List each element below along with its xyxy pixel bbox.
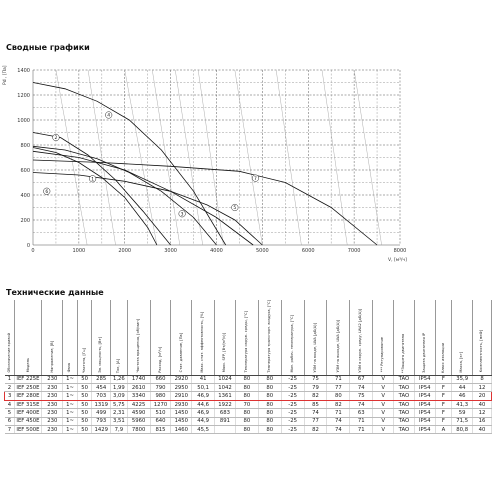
table-cell: 4225 [127, 400, 150, 408]
column-header: Фаза [63, 300, 78, 375]
table-header-row [5, 300, 492, 375]
table-cell: 3,51 [111, 417, 128, 425]
table-cell: 71,5 [452, 417, 473, 425]
table-cell: IEF 225E [15, 375, 42, 383]
table-cell: -25 [281, 426, 304, 434]
table-row [5, 384, 492, 392]
table-cell [215, 426, 236, 434]
table-row [5, 392, 492, 400]
table-cell: 1~ [63, 426, 78, 434]
table-cell: 7,9 [111, 426, 128, 434]
table-cell: 80 [258, 400, 281, 408]
table-cell: 7 [5, 426, 15, 434]
table-cell: 2920 [171, 375, 192, 383]
table-cell: IEF 280E [15, 392, 42, 400]
y-axis-label: Pd , [Па] [3, 65, 8, 85]
table-cell: 16 [473, 417, 492, 425]
column-header: Эл. мощность, [Вт] [92, 300, 111, 375]
x-tick-label: 3000 [164, 248, 177, 254]
table-cell: 80 [258, 426, 281, 434]
curve-marker-label: 1 [91, 177, 95, 183]
table-cell: IP54 [414, 392, 435, 400]
table-cell: 1~ [63, 384, 78, 392]
table-row [5, 409, 492, 417]
table-cell: F [435, 392, 452, 400]
table-cell: 510 [150, 409, 171, 417]
table-cell: 46 [452, 392, 473, 400]
table-cell: 63 [350, 409, 373, 417]
table-cell: A [435, 426, 452, 434]
x-tick-label: 7000 [347, 248, 361, 254]
column-header: Напряжение, [В] [42, 300, 63, 375]
table-cell: 45,5 [192, 426, 215, 434]
table-cell: 4590 [127, 409, 150, 417]
column-header: Комплектность, [мкФ] [473, 300, 492, 375]
technical-data-table [4, 300, 492, 434]
table-cell: 1 [5, 375, 15, 383]
table-cell: 50 [77, 375, 92, 383]
y-tick-label: 800 [20, 142, 30, 149]
table-cell: 2950 [171, 384, 192, 392]
column-header: Обозначение кривой [5, 300, 15, 375]
x-tick-label: 1000 [72, 248, 86, 254]
table-cell: 8 [473, 375, 492, 383]
table-cell: 75 [304, 375, 327, 383]
table-cell: 82 [304, 392, 327, 400]
table-cell: 71 [350, 426, 373, 434]
curve-marker-label: 4 [107, 113, 111, 119]
table-cell: 1361 [215, 392, 236, 400]
x-tick-label: 4000 [210, 248, 223, 254]
table-cell: TAO [394, 392, 415, 400]
table-cell: 74 [350, 400, 373, 408]
table-cell: IP54 [414, 409, 435, 417]
table-row [5, 417, 492, 425]
table-cell: 1~ [63, 417, 78, 425]
table-cell: F [435, 409, 452, 417]
table-cell: 50 [77, 417, 92, 425]
table-cell: 3 [5, 392, 15, 400]
column-header: Расход, [м³/ч] [150, 300, 171, 375]
table-cell: 80 [235, 392, 258, 400]
table-cell: 80 [258, 375, 281, 383]
table-cell: 1,99 [111, 384, 128, 392]
table-cell: 5,75 [111, 400, 128, 408]
x-tick-label: 8000 [393, 248, 407, 254]
table-cell: 50 [77, 426, 92, 434]
table-cell: TAO [394, 375, 415, 383]
table-cell: V [373, 417, 394, 425]
table-cell: 683 [215, 409, 236, 417]
table-cell: TAO [394, 426, 415, 434]
table-cell: 80 [235, 375, 258, 383]
x-tick-label: 5000 [256, 248, 269, 254]
table-cell: 230 [42, 392, 63, 400]
table-cell: 46,9 [192, 392, 215, 400]
column-header: УЗМ на входе, LWA [дБ(А)] [304, 300, 327, 375]
x-tick-label: 0 [31, 248, 35, 254]
table-cell: 230 [42, 375, 63, 383]
resistance-line [322, 70, 347, 245]
column-header: Класс изоляции [435, 300, 452, 375]
table-cell: 80 [258, 409, 281, 417]
table-cell: 1,26 [111, 375, 128, 383]
table-row [5, 375, 492, 383]
table-cell: 230 [42, 400, 63, 408]
table-cell: 1~ [63, 409, 78, 417]
table-cell: IP54 [414, 384, 435, 392]
table-cell: TAO [394, 400, 415, 408]
table-cell: 71 [327, 375, 350, 383]
table-cell: TAO [394, 384, 415, 392]
table-cell: 499 [92, 409, 111, 417]
table-row [5, 400, 492, 408]
column-header: Температура транспорт. воздуха, [°C] [258, 300, 281, 375]
table-cell: 80 [258, 392, 281, 400]
table-cell: TAO [394, 409, 415, 417]
table-cell: 82 [304, 426, 327, 434]
table-cell: 5960 [127, 417, 150, 425]
table-row [5, 426, 492, 434]
table-cell: IP54 [414, 375, 435, 383]
table-cell: 67 [350, 375, 373, 383]
curve-marker-label: 3 [180, 212, 184, 218]
column-header: Модель [15, 300, 42, 375]
table-cell: 80 [235, 417, 258, 425]
table-cell: 71 [327, 409, 350, 417]
table-cell: 230 [42, 384, 63, 392]
table-cell: 77 [327, 384, 350, 392]
table-cell: -25 [281, 409, 304, 417]
y-tick-label: 200 [20, 217, 30, 224]
table-cell: 640 [150, 417, 171, 425]
fan-curves-chart [0, 55, 500, 275]
table-cell: 3340 [127, 392, 150, 400]
table-cell: 790 [150, 384, 171, 392]
table-cell: 44,6 [192, 400, 215, 408]
table-cell: 1~ [63, 392, 78, 400]
table-cell: 230 [42, 426, 63, 434]
table-cell: 74 [304, 409, 327, 417]
table-cell: 50 [77, 409, 92, 417]
table-cell: -25 [281, 417, 304, 425]
chart-title: Сводные графики [6, 43, 90, 52]
table-cell: 74 [327, 417, 350, 425]
table-cell: 1429 [92, 426, 111, 434]
column-header: Температура окруж. среды, [°C] [235, 300, 258, 375]
table-cell: 50 [77, 392, 92, 400]
table-cell: 660 [150, 375, 171, 383]
table-cell: 50 [77, 400, 92, 408]
table-cell: V [373, 375, 394, 383]
table-cell: IEF 500E [15, 426, 42, 434]
column-header: Масса, [кг] [452, 300, 473, 375]
column-header: Частота, [Гц] [77, 300, 92, 375]
table-cell: 40 [473, 426, 492, 434]
table-cell: 12 [473, 409, 492, 417]
table-cell: IEF 315E [15, 400, 42, 408]
table-cell: IP54 [414, 400, 435, 408]
table-cell: IEF 450E [15, 417, 42, 425]
curve-marker-label: 2 [54, 136, 58, 142]
table-cell: V [373, 400, 394, 408]
table-cell: 59 [452, 409, 473, 417]
table-cell: 1024 [215, 375, 236, 383]
x-tick-label: 6000 [301, 248, 315, 254]
table-cell: 980 [150, 392, 171, 400]
y-tick-label: 1400 [17, 67, 30, 74]
table-cell: 1450 [171, 417, 192, 425]
table-cell: 2930 [171, 400, 192, 408]
table-cell: F [435, 375, 452, 383]
table-cell: 3,09 [111, 392, 128, 400]
table-cell: 44,9 [192, 417, 215, 425]
table-cell: IEF 250E [15, 384, 42, 392]
table-cell: -25 [281, 400, 304, 408]
table-cell: 454 [92, 384, 111, 392]
table-cell: IP54 [414, 417, 435, 425]
table-cell: 50,1 [192, 384, 215, 392]
y-tick-label: 1000 [17, 117, 30, 124]
column-header: Макс. стат. эффективность, [%] [192, 300, 215, 375]
table-cell: 1450 [171, 409, 192, 417]
column-header: Макс. SFP, [Вт/(м³/с)] [215, 300, 236, 375]
table-cell: 70 [235, 400, 258, 408]
table-cell: 815 [150, 426, 171, 434]
table-cell: 41 [192, 375, 215, 383]
table-cell: 1~ [63, 400, 78, 408]
table-cell: 80 [258, 417, 281, 425]
column-header: УЗМ на выходе, LWA [дБ(А)] [327, 300, 350, 375]
table-cell: 2610 [127, 384, 150, 392]
table-cell: 1922 [215, 400, 236, 408]
table-cell: 46,9 [192, 409, 215, 417]
y-tick-label: 1200 [17, 92, 30, 99]
column-header: Мин. рабоч. температура, [°C] [281, 300, 304, 375]
table-cell: -25 [281, 384, 304, 392]
table-cell: 80 [327, 392, 350, 400]
table-cell: 1042 [215, 384, 236, 392]
table-cell: 20 [473, 392, 492, 400]
table-cell: F [435, 417, 452, 425]
table-cell: 75 [350, 392, 373, 400]
table-cell: 793 [92, 417, 111, 425]
x-axis-label: V, [м³/ч] [388, 258, 407, 263]
curve-marker-label: 6 [45, 189, 49, 195]
table-cell: 35,9 [452, 375, 473, 383]
table-cell: 1270 [150, 400, 171, 408]
table-cell: 703 [92, 392, 111, 400]
table-cell: 1460 [171, 426, 192, 434]
table-cell: 1~ [63, 375, 78, 383]
y-tick-label: 400 [20, 192, 30, 199]
table-cell: 891 [215, 417, 236, 425]
table-cell: 7800 [127, 426, 150, 434]
table-cell: 2,31 [111, 409, 128, 417]
table-cell: 80 [235, 426, 258, 434]
table-cell: 50 [77, 384, 92, 392]
table-cell: 40 [473, 400, 492, 408]
table-cell: 41,3 [452, 400, 473, 408]
table-cell: 80 [235, 384, 258, 392]
x-tick-label: 2000 [118, 248, 132, 254]
curve-marker-label: 5 [233, 206, 237, 212]
table-cell: -25 [281, 375, 304, 383]
table-cell: F [435, 400, 452, 408]
table-cell: V [373, 384, 394, 392]
curve-marker-label: 7 [254, 176, 257, 182]
table-cell: 80 [258, 384, 281, 392]
table-cell: 230 [42, 409, 63, 417]
table-cell: 80,8 [452, 426, 473, 434]
table-cell: 2910 [171, 392, 192, 400]
table-cell: 12 [473, 384, 492, 392]
y-tick-label: 0 [26, 242, 30, 249]
table-cell: 80 [235, 409, 258, 417]
table-cell: 6 [5, 417, 15, 425]
table-cell: 1740 [127, 375, 150, 383]
fan-curve-6 [33, 151, 253, 245]
table-cell: TAO [394, 417, 415, 425]
table-cell: 4 [5, 400, 15, 408]
table-cell: 82 [327, 400, 350, 408]
column-header: Частота вращения, [об/мин] [127, 300, 150, 375]
table-cell: V [373, 426, 394, 434]
table-title: Технические данные [6, 288, 104, 297]
table-cell: 44 [452, 384, 473, 392]
table-cell: 74 [350, 384, 373, 392]
table-cell: 1319 [92, 400, 111, 408]
table-cell: 71 [350, 417, 373, 425]
column-header: Стат. давление, [Па] [171, 300, 192, 375]
table-cell: -25 [281, 392, 304, 400]
table-cell: 2 [5, 384, 15, 392]
column-header: Ток, [А] [111, 300, 128, 375]
column-header: УЗМ в окруж. среду, LWA2 [дБ(А)] [350, 300, 373, 375]
table-cell: 230 [42, 417, 63, 425]
y-tick-label: 600 [20, 167, 30, 174]
table-cell: IEF 400E [15, 409, 42, 417]
table-cell: 5 [5, 409, 15, 417]
fan-curve-7 [33, 160, 377, 245]
table-cell: 285 [92, 375, 111, 383]
table-cell: V [373, 409, 394, 417]
table-cell: V [373, 392, 394, 400]
table-cell: 77 [304, 417, 327, 425]
table-cell: 74 [327, 426, 350, 434]
table-cell: IP54 [414, 426, 435, 434]
column-header: Защита двигателя IP [414, 300, 435, 375]
column-header: *** Регулирование [373, 300, 394, 375]
table-cell: 79 [304, 384, 327, 392]
column-header: **Защита двигателя [394, 300, 415, 375]
table-cell: F [435, 384, 452, 392]
table-cell: 85 [304, 400, 327, 408]
